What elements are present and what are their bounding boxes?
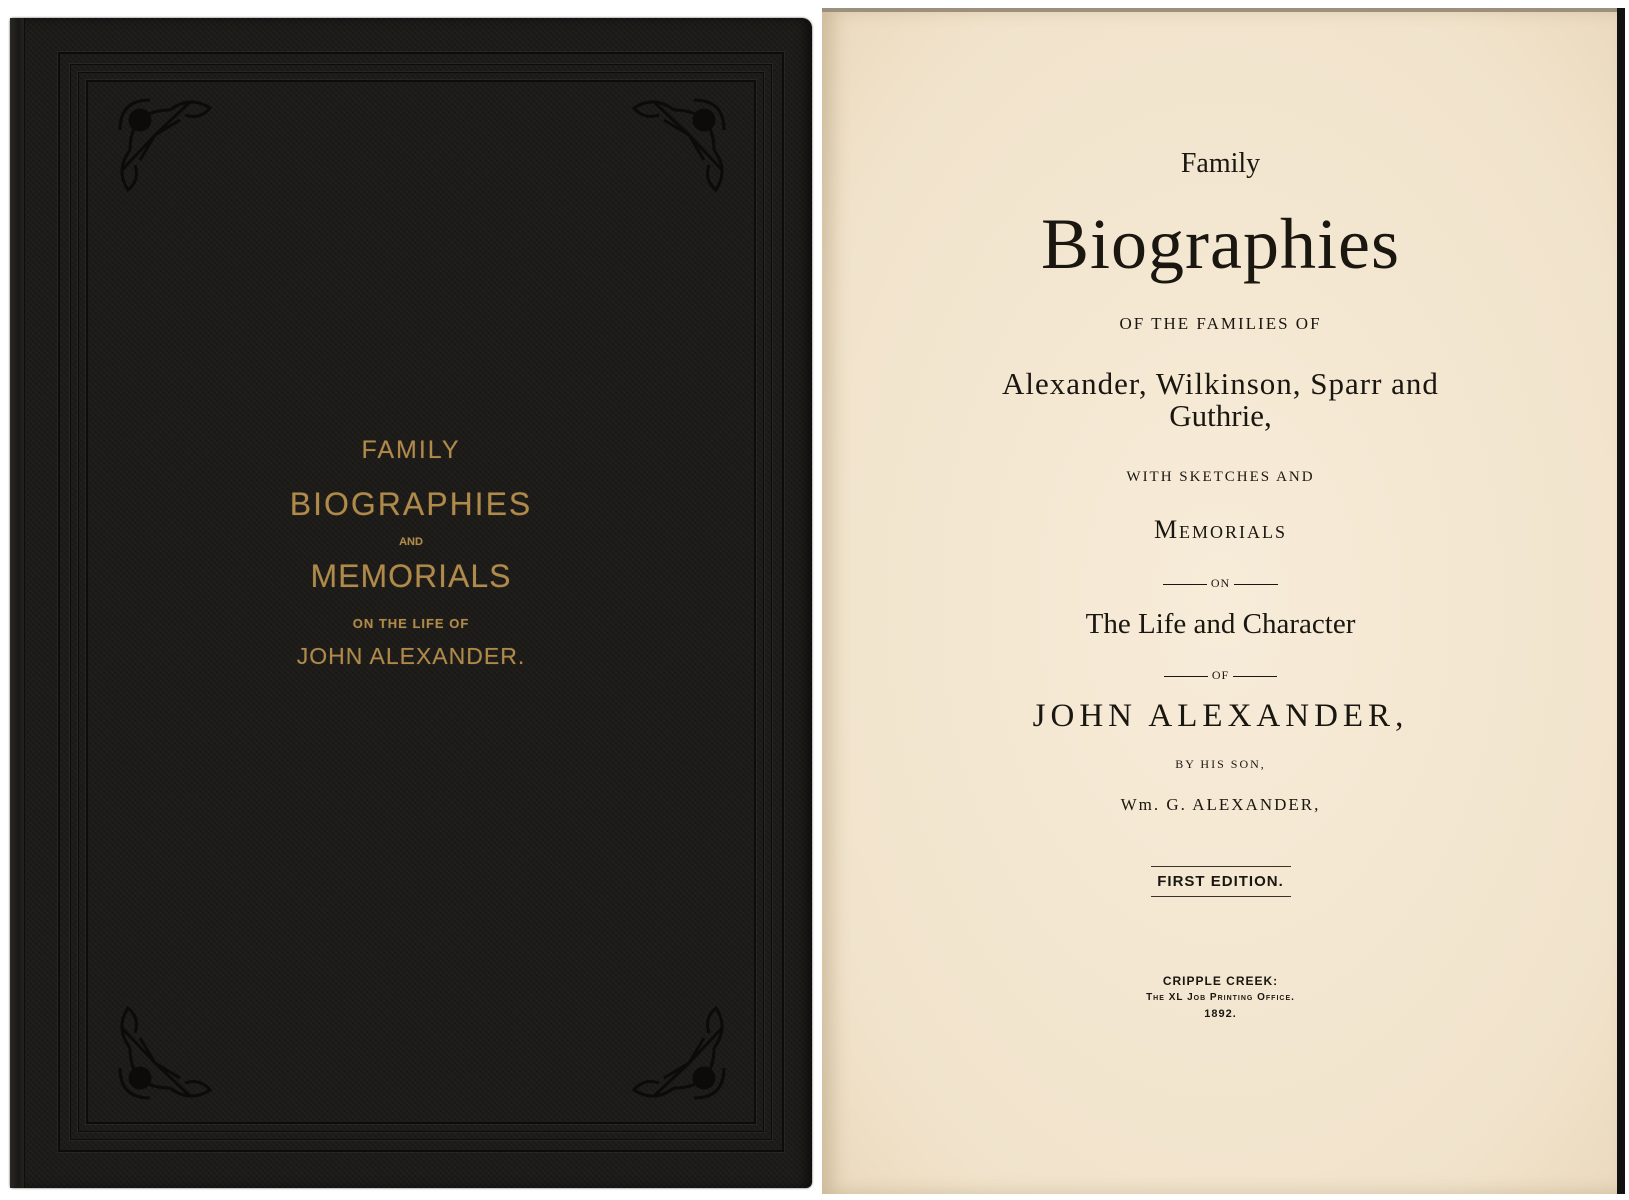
tp-year: 1892. bbox=[1204, 1008, 1237, 1020]
tp-family-names-line2: Guthrie, bbox=[1169, 398, 1272, 433]
cover-border bbox=[86, 80, 756, 1124]
corner-ornament-icon bbox=[110, 90, 230, 210]
tp-on: ON bbox=[1210, 576, 1231, 590]
tp-author: Wm. G. ALEXANDER, bbox=[1120, 795, 1321, 814]
rule-line bbox=[1151, 896, 1291, 897]
tp-by-his-son: BY HIS SON, bbox=[1175, 757, 1266, 771]
tp-with-sketches: WITH SKETCHES AND bbox=[1126, 469, 1315, 485]
corner-ornament-icon bbox=[614, 988, 734, 1108]
tp-of-divider bbox=[822, 668, 1619, 683]
tp-family-names-line1: Alexander, Wilkinson, Sparr and bbox=[1002, 366, 1439, 401]
tp-on-divider bbox=[822, 576, 1619, 591]
tp-printer: The XL Job Printing Office. bbox=[1146, 992, 1295, 1003]
cover-title-biographies: BIOGRAPHIES bbox=[289, 486, 533, 522]
cover-title-and: AND bbox=[399, 536, 423, 548]
rule-line bbox=[1233, 676, 1277, 677]
cover-title-john-alexander: JOHN ALEXANDER. bbox=[296, 643, 526, 669]
rule-line bbox=[1151, 866, 1291, 867]
cover-title-family: FAMILY bbox=[361, 436, 461, 464]
rule-line bbox=[1164, 676, 1208, 677]
cover-title-on-the-life-of: ON THE LIFE OF bbox=[352, 616, 470, 631]
tp-edition-block bbox=[822, 866, 1619, 897]
tp-edition: FIRST EDITION. bbox=[1157, 873, 1284, 890]
tp-of-the-families: OF THE FAMILIES OF bbox=[1119, 314, 1322, 333]
tp-life-and-character: The Life and Character bbox=[1085, 608, 1356, 640]
title-page bbox=[822, 8, 1619, 1194]
tp-biographies: Biographies bbox=[1041, 204, 1400, 284]
corner-ornament-icon bbox=[110, 988, 230, 1108]
rule-line bbox=[1163, 584, 1207, 585]
page-top-edge bbox=[822, 8, 1619, 12]
cover-title-memorials: MEMORIALS bbox=[310, 558, 512, 594]
tp-place: CRIPPLE CREEK: bbox=[1162, 974, 1279, 988]
tp-of: OF bbox=[1211, 668, 1230, 682]
tp-john-alexander: JOHN ALEXANDER, bbox=[1032, 698, 1409, 734]
book-cover bbox=[10, 18, 812, 1188]
tp-memorials: Memorials bbox=[1153, 515, 1288, 544]
rule-line bbox=[1234, 584, 1278, 585]
spine-edge bbox=[10, 18, 25, 1188]
tp-family: Family bbox=[1180, 148, 1261, 179]
corner-ornament-icon bbox=[614, 90, 734, 210]
